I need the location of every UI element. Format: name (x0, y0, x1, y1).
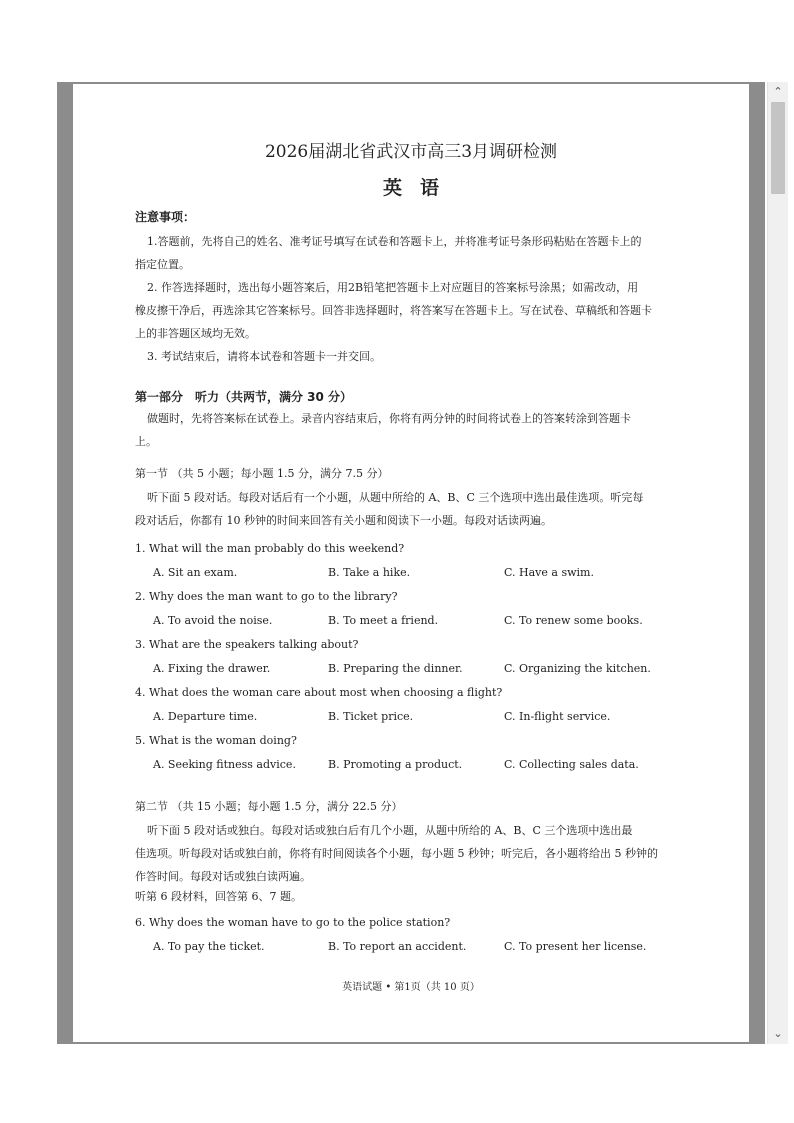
notice-line: 1.答题前，先将自己的姓名、准考证号填写在试卷和答题卡上，并将准考证号条形码粘贴在答题卡上的 (147, 235, 642, 248)
option-b: B. To report an accident. (328, 940, 467, 953)
option-c: C. Have a swim. (504, 566, 594, 579)
section2-intro: 作答时间。每段对话或独白读两遍。 (135, 870, 311, 883)
notice-line: 2. 作答选择题时，选出每小题答案后，用2B铅笔把答题卡上对应题目的答案标号涂黑；如需改动，用 (147, 281, 639, 294)
option-a: A. Seeking fitness advice. (153, 758, 296, 771)
question-stem: 2. Why does the man want to go to the library? (135, 590, 398, 603)
part1-intro: 上。 (135, 435, 157, 448)
option-c: C. In-flight service. (504, 710, 611, 723)
section1-heading: 第一节 （共 5 小题；每小题 1.5 分，满分 7.5 分） (135, 467, 389, 480)
vertical-scrollbar[interactable] (767, 82, 788, 1044)
document-viewer (57, 82, 789, 1044)
option-a: A. Fixing the drawer. (153, 662, 271, 675)
page-footer: 英语试题 • 第1页（共 10 页） (342, 982, 480, 993)
option-a: A. Departure time. (153, 710, 258, 723)
page-frame (57, 82, 765, 1044)
document-page (73, 84, 749, 1042)
option-a: A. To pay the ticket. (153, 940, 265, 953)
option-a: A. To avoid the noise. (153, 614, 273, 627)
option-b: B. Ticket price. (328, 710, 414, 723)
question-stem: 4. What does the woman care about most when choosing a flight? (135, 686, 503, 699)
notice-line: 指定位置。 (135, 258, 190, 271)
notice-line: 橡皮擦干净后，再选涂其它答案标号。回答非选择题时，将答案写在答题卡上。写在试卷、草稿纸和答题卡 (135, 304, 652, 317)
section2-intro: 佳选项。听每段对话或独白前，你将有时间阅读各个小题，每小题 5 秒钟；听完后，各小题将给出 5 秒钟的 (135, 847, 658, 860)
option-c: C. Collecting sales data. (504, 758, 639, 771)
exam-subject: 英语 (382, 177, 457, 199)
section2-intro: 听下面 5 段对话或独白。每段对话或独白后有几个小题，从题中所给的 A、B、C 三个选项中选出最 (147, 824, 633, 837)
scrollbar-thumb[interactable] (771, 102, 785, 194)
question-stem: 5. What is the woman doing? (135, 734, 297, 747)
question-stem: 3. What are the speakers talking about? (135, 638, 359, 651)
material-instruction: 听第 6 段材料，回答第 6、7 题。 (135, 890, 302, 903)
question-stem: 1. What will the man probably do this weekend? (135, 542, 405, 555)
scroll-down-icon[interactable]: ⌄ (773, 1027, 783, 1040)
notice-line: 上的非答题区域均无效。 (135, 327, 256, 340)
section1-intro: 听下面 5 段对话。每段对话后有一个小题，从题中所给的 A、B、C 三个选项中选出最佳选项。听完每 (147, 491, 644, 504)
option-c: C. To present her license. (504, 940, 647, 953)
notice-line: 3. 考试结束后，请将本试卷和答题卡一并交回。 (147, 350, 381, 363)
option-c: C. Organizing the kitchen. (504, 662, 651, 675)
option-b: B. To meet a friend. (328, 614, 439, 627)
section2-heading: 第二节 （共 15 小题；每小题 1.5 分，满分 22.5 分） (135, 800, 403, 813)
notice-heading: 注意事项： (135, 210, 196, 224)
option-b: B. Promoting a product. (328, 758, 463, 771)
option-b: B. Preparing the dinner. (328, 662, 463, 675)
option-b: B. Take a hike. (328, 566, 411, 579)
scroll-up-icon[interactable]: ⌃ (773, 85, 783, 98)
option-a: A. Sit an exam. (153, 566, 238, 579)
question-stem: 6. Why does the woman have to go to the police station? (135, 916, 451, 929)
exam-title: 2026届湖北省武汉市高三3月调研检测 (264, 142, 558, 162)
part1-heading: 第一部分 听力（共两节，满分 30 分） (135, 390, 353, 404)
option-c: C. To renew some books. (504, 614, 643, 627)
part1-intro: 做题时，先将答案标在试卷上。录音内容结束后，你将有两分钟的时间将试卷上的答案转涂到答题卡 (147, 412, 631, 425)
section1-intro: 段对话后，你都有 10 秒钟的时间来回答有关小题和阅读下一小题。每段对话读两遍。 (135, 514, 552, 527)
